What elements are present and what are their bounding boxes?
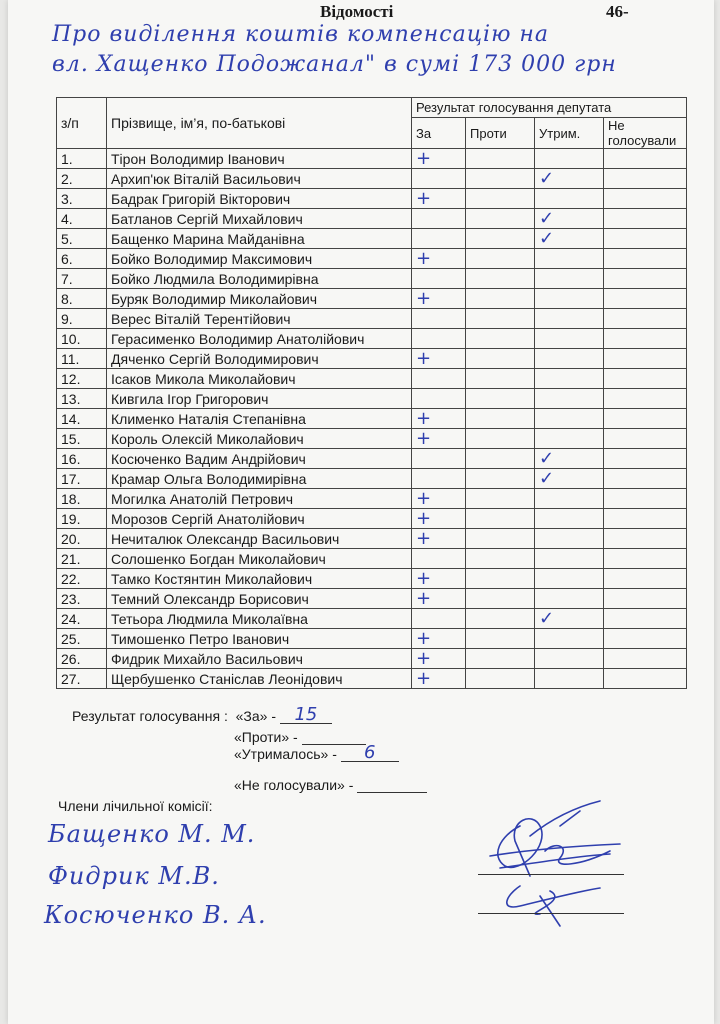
table-row	[57, 429, 687, 449]
deputy-name: Верес Віталій Терентійович	[107, 309, 412, 329]
table-row	[57, 669, 687, 689]
table-row	[57, 209, 687, 229]
vote-cell-abstain: ✓	[535, 609, 604, 629]
vote-cell-for	[412, 549, 466, 569]
deputy-name: Тірон Володимир Іванович	[107, 149, 412, 169]
vote-cell-for: +	[412, 149, 466, 169]
vote-cell-for	[412, 449, 466, 469]
deputy-name: Ісаков Микола Миколайович	[107, 369, 412, 389]
row-number: 11.	[57, 349, 107, 369]
row-number: 15.	[57, 429, 107, 449]
vote-cell-not-voted	[604, 249, 687, 269]
vote-cell-abstain	[535, 589, 604, 609]
deputy-name: Могилка Анатолій Петрович	[107, 489, 412, 509]
table-row	[57, 389, 687, 409]
vote-cell-for	[412, 309, 466, 329]
vote-cell-against	[466, 349, 535, 369]
summary-novote-value-line	[357, 776, 427, 793]
table-row	[57, 489, 687, 509]
row-number: 8.	[57, 289, 107, 309]
vote-cell-against	[466, 189, 535, 209]
vote-cell-not-voted	[604, 609, 687, 629]
column-header-for: За	[412, 118, 466, 149]
deputy-name: Батланов Сергій Михайлович	[107, 209, 412, 229]
table-row	[57, 169, 687, 189]
table-row	[57, 569, 687, 589]
vote-cell-abstain	[535, 369, 604, 389]
deputy-name: Темний Олександр Борисович	[107, 589, 412, 609]
vote-cell-not-voted	[604, 309, 687, 329]
table-row	[57, 329, 687, 349]
row-number: 27.	[57, 669, 107, 689]
table-row	[57, 249, 687, 269]
vote-cell-for	[412, 389, 466, 409]
table-row	[57, 269, 687, 289]
vote-cell-against	[466, 169, 535, 189]
signature-graphic	[460, 796, 640, 946]
vote-cell-not-voted	[604, 229, 687, 249]
deputy-name: Тетьора Людмила Миколаївна	[107, 609, 412, 629]
row-number: 10.	[57, 329, 107, 349]
vote-cell-not-voted	[604, 209, 687, 229]
vote-cell-abstain	[535, 269, 604, 289]
vote-cell-abstain	[535, 249, 604, 269]
vote-cell-abstain	[535, 349, 604, 369]
row-number: 4.	[57, 209, 107, 229]
deputy-name: Буряк Володимир Миколайович	[107, 289, 412, 309]
vote-cell-against	[466, 669, 535, 689]
row-number: 23.	[57, 589, 107, 609]
vote-cell-for: +	[412, 489, 466, 509]
summary-row-for	[72, 704, 332, 725]
row-number: 13.	[57, 389, 107, 409]
vote-cell-for: +	[412, 649, 466, 669]
row-number: 12.	[57, 369, 107, 389]
row-number: 9.	[57, 309, 107, 329]
table-row	[57, 529, 687, 549]
vote-cell-abstain	[535, 389, 604, 409]
signature-line-2	[478, 913, 624, 914]
deputy-name: Нечиталюк Олександр Васильович	[107, 529, 412, 549]
summary-row-against	[234, 728, 366, 745]
row-number: 20.	[57, 529, 107, 549]
deputy-name: Солошенко Богдан Миколайович	[107, 549, 412, 569]
table-row	[57, 469, 687, 489]
deputy-name: Герасименко Володимир Анатолійович	[107, 329, 412, 349]
vote-cell-abstain: ✓	[535, 209, 604, 229]
column-header-result: Результат голосування депутата	[412, 98, 687, 118]
table-row	[57, 289, 687, 309]
vote-cell-for	[412, 209, 466, 229]
deputy-name: Бащенко Марина Майданівна	[107, 229, 412, 249]
summary-for-value-line	[280, 704, 332, 725]
vote-cell-for	[412, 229, 466, 249]
vote-cell-against	[466, 229, 535, 249]
vote-cell-abstain: ✓	[535, 449, 604, 469]
vote-cell-against	[466, 309, 535, 329]
vote-cell-abstain	[535, 409, 604, 429]
summary-novote-label: «Не голосували» -	[234, 777, 354, 793]
table-row	[57, 509, 687, 529]
vote-cell-against	[466, 549, 535, 569]
vote-cell-abstain	[535, 309, 604, 329]
commission-member-3: Косюченко В. А.	[44, 901, 267, 929]
vote-cell-abstain	[535, 669, 604, 689]
vote-cell-abstain	[535, 529, 604, 549]
vote-cell-against	[466, 589, 535, 609]
row-number: 19.	[57, 509, 107, 529]
deputy-name: Фидрик Михайло Васильович	[107, 649, 412, 669]
summary-label: Результат голосування :	[72, 708, 228, 724]
vote-cell-not-voted	[604, 369, 687, 389]
summary-against-value-line	[302, 728, 366, 745]
deputy-name: Тимошенко Петро Іванович	[107, 629, 412, 649]
table-row	[57, 549, 687, 569]
row-number: 21.	[57, 549, 107, 569]
column-header-abstain: Утрим.	[535, 118, 604, 149]
vote-cell-not-voted	[604, 329, 687, 349]
vote-cell-for: +	[412, 349, 466, 369]
vote-cell-for: +	[412, 669, 466, 689]
vote-cell-not-voted	[604, 389, 687, 409]
vote-cell-for	[412, 609, 466, 629]
row-number: 25.	[57, 629, 107, 649]
table-row	[57, 189, 687, 209]
table-row	[57, 649, 687, 669]
vote-cell-for	[412, 369, 466, 389]
vote-cell-abstain	[535, 489, 604, 509]
vote-cell-for	[412, 329, 466, 349]
vote-cell-against	[466, 489, 535, 509]
commission-member-1: Бащенко М. М.	[48, 820, 256, 848]
vote-cell-not-voted	[604, 649, 687, 669]
row-number: 1.	[57, 149, 107, 169]
deputy-name: Тамко Костянтин Миколайович	[107, 569, 412, 589]
row-number: 14.	[57, 409, 107, 429]
document-title: Відомості	[320, 2, 394, 21]
table-row	[57, 609, 687, 629]
deputy-name: Морозов Сергій Анатолійович	[107, 509, 412, 529]
row-number: 24.	[57, 609, 107, 629]
voting-table	[56, 97, 687, 689]
summary-row-not-voted	[234, 776, 427, 793]
deputy-name: Бадрак Григорій Вікторович	[107, 189, 412, 209]
commission-member-2: Фидрик М.В.	[48, 862, 220, 890]
vote-cell-for: +	[412, 629, 466, 649]
row-number: 16.	[57, 449, 107, 469]
vote-cell-not-voted	[604, 289, 687, 309]
table-row	[57, 629, 687, 649]
deputy-name: Крамар Ольга Володимирівна	[107, 469, 412, 489]
vote-cell-against	[466, 649, 535, 669]
vote-cell-against	[466, 629, 535, 649]
row-number: 22.	[57, 569, 107, 589]
vote-cell-against	[466, 529, 535, 549]
summary-row-abstain	[234, 742, 399, 763]
vote-cell-against	[466, 569, 535, 589]
vote-cell-for: +	[412, 189, 466, 209]
vote-cell-against	[466, 609, 535, 629]
vote-cell-abstain	[535, 549, 604, 569]
vote-cell-for: +	[412, 429, 466, 449]
vote-cell-abstain: ✓	[535, 469, 604, 489]
vote-cell-for: +	[412, 249, 466, 269]
vote-cell-for	[412, 169, 466, 189]
vote-cell-against	[466, 389, 535, 409]
vote-cell-not-voted	[604, 629, 687, 649]
vote-cell-abstain	[535, 629, 604, 649]
vote-cell-against	[466, 509, 535, 529]
row-number: 6.	[57, 249, 107, 269]
column-header-against: Проти	[466, 118, 535, 149]
summary-abstain-value-line	[341, 742, 399, 763]
vote-cell-for	[412, 469, 466, 489]
summary-abstain-value: 6	[364, 742, 376, 763]
vote-cell-for: +	[412, 589, 466, 609]
vote-cell-abstain	[535, 189, 604, 209]
vote-cell-not-voted	[604, 569, 687, 589]
table-row	[57, 309, 687, 329]
summary-for-value: 15	[294, 704, 318, 725]
vote-cell-abstain	[535, 149, 604, 169]
vote-cell-abstain	[535, 429, 604, 449]
vote-cell-not-voted	[604, 489, 687, 509]
vote-cell-not-voted	[604, 429, 687, 449]
vote-cell-for: +	[412, 409, 466, 429]
column-header-number: з/п	[57, 98, 107, 149]
vote-cell-abstain	[535, 509, 604, 529]
table-row	[57, 369, 687, 389]
table-row	[57, 409, 687, 429]
voting-table-body	[57, 149, 687, 689]
signature-line-1	[478, 874, 624, 875]
vote-cell-for: +	[412, 569, 466, 589]
deputy-name: Кивгила Ігор Григорович	[107, 389, 412, 409]
handwritten-subject-line-1: Про виділення коштів компенсацію на	[52, 22, 550, 47]
column-header-not-voted: Не голосували	[604, 118, 687, 149]
vote-cell-not-voted	[604, 269, 687, 289]
vote-cell-not-voted	[604, 169, 687, 189]
vote-cell-not-voted	[604, 669, 687, 689]
table-row	[57, 229, 687, 249]
row-number: 17.	[57, 469, 107, 489]
vote-cell-not-voted	[604, 409, 687, 429]
row-number: 5.	[57, 229, 107, 249]
vote-cell-not-voted	[604, 529, 687, 549]
deputy-name: Бойко Володимир Максимович	[107, 249, 412, 269]
deputy-name: Косюченко Вадим Андрійович	[107, 449, 412, 469]
table-row	[57, 149, 687, 169]
vote-cell-against	[466, 409, 535, 429]
vote-cell-against	[466, 429, 535, 449]
document-page	[8, 0, 714, 1024]
deputy-name: Дяченко Сергій Володимирович	[107, 349, 412, 369]
summary-abstain-label: «Утрималось» -	[234, 746, 337, 762]
vote-cell-not-voted	[604, 469, 687, 489]
vote-cell-not-voted	[604, 349, 687, 369]
vote-cell-abstain: ✓	[535, 169, 604, 189]
deputy-name: Архип'юк Віталій Васильович	[107, 169, 412, 189]
vote-cell-against	[466, 249, 535, 269]
commission-label: Члени лічильної комісії:	[58, 798, 213, 814]
deputy-name: Клименко Наталія Степанівна	[107, 409, 412, 429]
row-number: 3.	[57, 189, 107, 209]
handwritten-subject-line-2: вл. Хащенко Подожанал" в сумі 173 000 грн	[52, 52, 617, 77]
row-number: 2.	[57, 169, 107, 189]
vote-cell-abstain: ✓	[535, 229, 604, 249]
deputy-name: Король Олексій Миколайович	[107, 429, 412, 449]
vote-cell-not-voted	[604, 149, 687, 169]
vote-cell-abstain	[535, 649, 604, 669]
table-row	[57, 449, 687, 469]
vote-cell-against	[466, 369, 535, 389]
vote-cell-against	[466, 449, 535, 469]
vote-cell-against	[466, 269, 535, 289]
vote-cell-not-voted	[604, 449, 687, 469]
vote-cell-for: +	[412, 509, 466, 529]
vote-cell-against	[466, 209, 535, 229]
vote-cell-not-voted	[604, 189, 687, 209]
column-header-name: Прізвище, ім’я, по-батькові	[107, 98, 412, 149]
vote-cell-for: +	[412, 529, 466, 549]
vote-cell-not-voted	[604, 509, 687, 529]
vote-cell-for	[412, 269, 466, 289]
summary-against-label: «Проти» -	[234, 729, 298, 745]
row-number: 26.	[57, 649, 107, 669]
row-number: 18.	[57, 489, 107, 509]
vote-cell-against	[466, 329, 535, 349]
vote-cell-against	[466, 149, 535, 169]
table-row	[57, 349, 687, 369]
vote-cell-against	[466, 289, 535, 309]
vote-cell-abstain	[535, 329, 604, 349]
vote-cell-not-voted	[604, 589, 687, 609]
vote-cell-abstain	[535, 289, 604, 309]
deputy-name: Щербушенко Станіслав Леонідович	[107, 669, 412, 689]
vote-cell-not-voted	[604, 549, 687, 569]
deputy-name: Бойко Людмила Володимирівна	[107, 269, 412, 289]
summary-for-label: «За» -	[235, 708, 276, 724]
page-number: 46-	[606, 2, 629, 21]
vote-cell-for: +	[412, 289, 466, 309]
vote-cell-against	[466, 469, 535, 489]
row-number: 7.	[57, 269, 107, 289]
table-row	[57, 589, 687, 609]
vote-cell-abstain	[535, 569, 604, 589]
